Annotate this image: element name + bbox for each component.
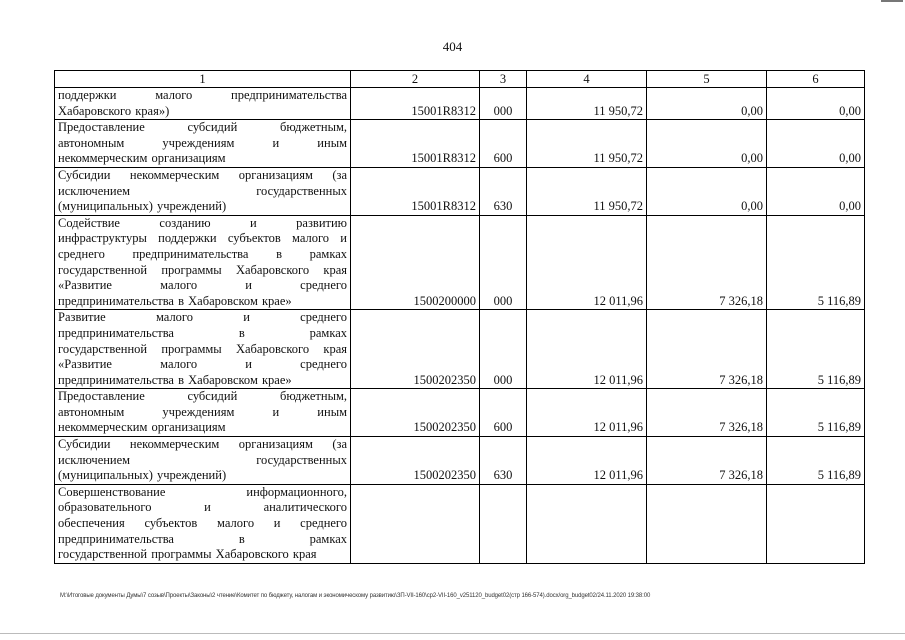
expense-name-line: предпринимательства в Хабаровском крае» — [58, 293, 292, 308]
target-article-code-cell: 15001R8312 — [351, 167, 480, 215]
expense-name-line: исключением государственных — [58, 452, 347, 467]
expense-name-cell — [55, 167, 351, 215]
expense-name-line: «Развитие малого и среднего — [58, 278, 347, 293]
expense-type-code-cell: 600 — [480, 120, 527, 168]
page-number: 404 — [442, 39, 463, 54]
scan-bottom-edge — [0, 633, 905, 634]
expense-name-line: образовательного и аналитического — [58, 500, 347, 515]
target-article-code-cell: 15001R8312 — [351, 88, 480, 120]
expense-name-line: Совершенствование информационного, — [58, 484, 347, 499]
amount-2022-cell — [647, 484, 767, 563]
table-row — [55, 167, 865, 215]
budget-table-body — [55, 71, 865, 564]
target-article-code-cell: 1500200000 — [351, 215, 480, 310]
expense-name-line: государственной программы Хабаровского края — [58, 262, 347, 277]
expense-type-code-cell: 000 — [480, 310, 527, 389]
expense-name-line: Содействие созданию и развитию — [58, 215, 347, 230]
column-header-6: 6 — [767, 71, 865, 88]
expense-name-cell — [55, 120, 351, 168]
amount-2023-cell: 5 116,89 — [767, 215, 865, 310]
expense-name-line: Развитие малого и среднего — [58, 310, 347, 325]
amount-2023-cell: 0,00 — [767, 167, 865, 215]
expense-name-line: Субсидии некоммерческим организациям (за — [58, 437, 347, 452]
amount-2022-cell: 7 326,18 — [647, 389, 767, 437]
table-row — [55, 310, 865, 389]
amount-2022-cell: 7 326,18 — [647, 437, 767, 485]
expense-name-cell — [55, 437, 351, 485]
expense-name-line: автономным учреждениям и иным — [58, 404, 347, 419]
amount-2021-cell: 11 950,72 — [527, 167, 647, 215]
column-header-4: 4 — [527, 71, 647, 88]
column-header-1: 1 — [55, 71, 351, 88]
expense-name-line: (муниципальных) учреждений) — [58, 199, 227, 214]
expense-type-code-cell — [480, 484, 527, 563]
target-article-code-cell — [351, 484, 480, 563]
expense-name-line: государственной программы Хабаровского края — [58, 341, 347, 356]
scan-edge-mark — [881, 0, 903, 2]
expense-type-code-cell: 630 — [480, 167, 527, 215]
column-header-3: 3 — [480, 71, 527, 88]
table-row — [55, 389, 865, 437]
amount-2022-cell: 0,00 — [647, 120, 767, 168]
amount-2023-cell — [767, 484, 865, 563]
budget-table — [54, 70, 865, 564]
amount-2022-cell: 7 326,18 — [647, 215, 767, 310]
expense-name-line: (муниципальных) учреждений) — [58, 468, 227, 483]
amount-2022-cell: 7 326,18 — [647, 310, 767, 389]
expense-type-code-cell: 600 — [480, 389, 527, 437]
table-row — [55, 215, 865, 310]
amount-2023-cell: 5 116,89 — [767, 389, 865, 437]
column-header-2: 2 — [351, 71, 480, 88]
expense-name-line: Предоставление субсидий бюджетным, — [58, 120, 347, 135]
expense-name-line: предпринимательства в рамках — [58, 531, 347, 546]
expense-name-line: Хабаровского края») — [58, 103, 170, 118]
expense-name-line: Субсидии некоммерческим организациям (за — [58, 167, 347, 182]
amount-2021-cell: 12 011,96 — [527, 310, 647, 389]
expense-name-cell — [55, 88, 351, 120]
expense-name-line: «Развитие малого и среднего — [58, 357, 347, 372]
expense-name-line: поддержки малого предпринимательства — [58, 88, 347, 102]
amount-2021-cell: 12 011,96 — [527, 437, 647, 485]
target-article-code-cell: 15001R8312 — [351, 120, 480, 168]
amount-2022-cell: 0,00 — [647, 88, 767, 120]
expense-name-cell — [55, 484, 351, 563]
amount-2021-cell: 11 950,72 — [527, 88, 647, 120]
amount-2021-cell — [527, 484, 647, 563]
expense-name-cell — [55, 389, 351, 437]
table-row — [55, 437, 865, 485]
expense-type-code-cell: 000 — [480, 215, 527, 310]
document-path-footer: M:\Итоговые документы Думы\7 созыв\Проекты\Законы\2 чтение\Комитет по бюджету, налогам и экономическому развитию\ЗП-VII-160\ср2-VII-160_v251120_budget02(стр 166-574).docx/org_budget02/24.11.2020 19:38:00 — [60, 593, 651, 599]
column-header-5: 5 — [647, 71, 767, 88]
amount-2021-cell: 11 950,72 — [527, 120, 647, 168]
target-article-code-cell: 1500202350 — [351, 310, 480, 389]
amount-2023-cell: 0,00 — [767, 88, 865, 120]
expense-name-line: инфраструктуры поддержки субъектов малого и — [58, 231, 347, 246]
expense-name-line: Предоставление субсидий бюджетным, — [58, 389, 347, 404]
amount-2023-cell: 5 116,89 — [767, 310, 865, 389]
amount-2022-cell: 0,00 — [647, 167, 767, 215]
amount-2023-cell: 0,00 — [767, 120, 865, 168]
table-row — [55, 88, 865, 120]
expense-name-line: исключением государственных — [58, 183, 347, 198]
expense-name-line: некоммерческим организациям — [58, 420, 226, 435]
column-number-header-row — [55, 71, 865, 88]
expense-name-line: предпринимательства в Хабаровском крае» — [58, 372, 292, 387]
expense-name-line: предпринимательства в рамках — [58, 325, 347, 340]
expense-name-line: обеспечения субъектов малого и среднего — [58, 516, 347, 531]
target-article-code-cell: 1500202350 — [351, 389, 480, 437]
expense-type-code-cell: 630 — [480, 437, 527, 485]
expense-name-line: автономным учреждениям и иным — [58, 135, 347, 150]
amount-2023-cell: 5 116,89 — [767, 437, 865, 485]
expense-name-cell — [55, 310, 351, 389]
target-article-code-cell: 1500202350 — [351, 437, 480, 485]
amount-2021-cell: 12 011,96 — [527, 215, 647, 310]
amount-2021-cell: 12 011,96 — [527, 389, 647, 437]
expense-name-line: среднего предпринимательства в рамках — [58, 246, 347, 261]
table-row — [55, 120, 865, 168]
expense-name-line: некоммерческим организациям — [58, 151, 226, 166]
expense-type-code-cell: 000 — [480, 88, 527, 120]
expense-name-line: государственной программы Хабаровского края — [58, 547, 317, 562]
expense-name-cell — [55, 215, 351, 310]
table-row — [55, 484, 865, 563]
